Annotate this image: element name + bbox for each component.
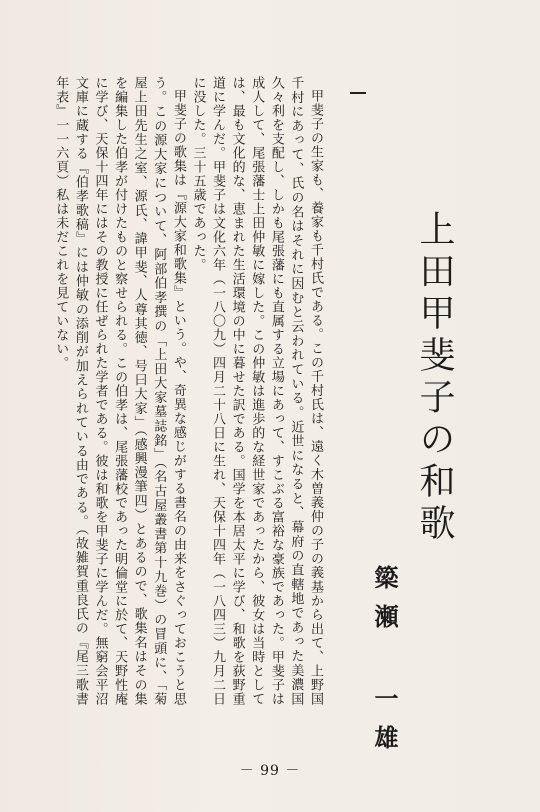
section-marker xyxy=(350,92,366,94)
paragraph-1: 甲斐子の生家も、養家も千村氏である。この千村氏は、遠く木曽義仲の子の義基から出て、上野国千村にあって、氏の名はそれに因むと云われている。近世になると、幕府の直轄地であった美濃国久々利を支配し、しかも尾張藩にも直属する立場にあって、すこぶる富裕な豪族であった。甲斐子は成人して、尾張藩士上田仲敏に嫁した。この仲敏は進歩的な経世家であったから、彼女は当時としては、最も文化的な、恵まれた生活環境の中に暮せた訳である。国学を本居太平に学び、和歌を荻野重道に学んだ。甲斐子は文化六年（一八〇九）四月二十八日に生れ、天保十四年（一八四三）九月二日に没した。三十五歳であった。 xyxy=(190,76,323,707)
article-title: 上田甲斐子の和歌 xyxy=(414,210,455,546)
author-name: 簗瀬 一雄 xyxy=(370,565,398,764)
page-number: － 99 － xyxy=(239,763,301,779)
paragraph-2: 甲斐子の歌集は『源大家和歌集』という。や、奇異な感じがする書名の由来をさぐっておこうと思う。この源大家について、阿部伯孝撰の「上田大家墓誌銘」（名古屋叢書第十九巻）の冒頭に、「菊屋上田先生之室、源氏、諱甲斐、人尊其徳、号曰大家」（感興漫筆四）とあるので、歌集名はその集を編集した伯孝が付けたものと察せられる。この伯孝は、尾張藩校であった明倫堂に於て、天野性庵に学び、天保十四年にはその教授に任ぜられた学者である。彼は和歌を甲斐子に学んだ。無窮会平沼文庫に蔵する『伯孝歌稿』には仲敏の添削が加えられている由である。（故雑賀重良氏の『尾三歌書年表』一一六頁）私は未だこれを見ていない。 xyxy=(53,76,186,707)
body-text xyxy=(51,76,325,706)
